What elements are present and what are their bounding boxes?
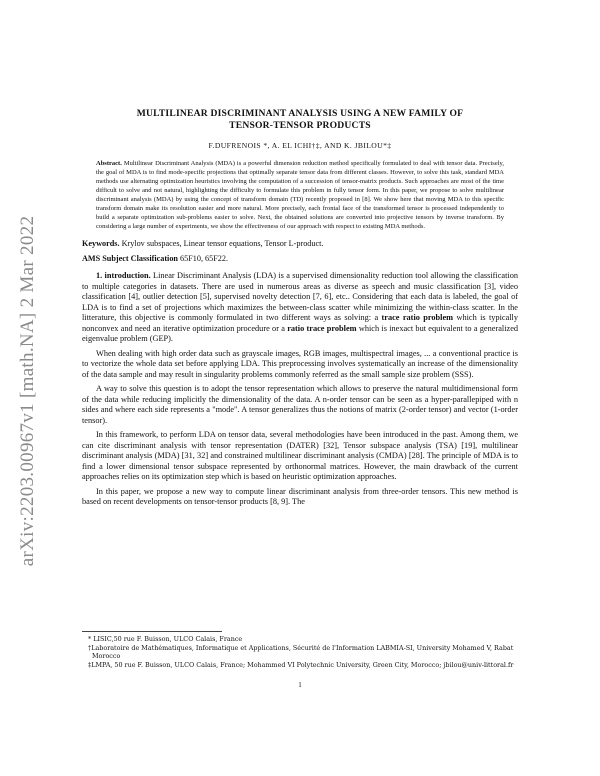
keywords — [82, 239, 518, 248]
footnote-1: * LISIC,50 rue F. Buisson, ULCO Calais, France — [88, 635, 243, 643]
intro-p1-text-c: which is typically nonconvex and need an iterative optimization procedure or a — [82, 313, 519, 333]
arxiv-id: arXiv:2203.00967v1 [math.NA] 2 Mar 2022 — [17, 215, 38, 567]
abstract-label: Abstract. — [96, 160, 122, 167]
intro-paragraph-3: A way to solve this question is to adopt the tensor representation which allows to preserve the natural multidimensional form of the data while reducing implicitly the dimensionality of the data. A n-order tensor can be seen as a hyper-parallepiped with n sides and where each side represents a "mode". A tensor generalizes thus the notions of matrix (2-order tensor) and vector (1-order tensor). — [82, 384, 518, 425]
footnote-rule — [82, 631, 222, 632]
intro-paragraph-4: In this framework, to perform LDA on tensor data, several methodologies have been introduced in the past. Among them, we can cite discriminant analysis with tensor representation (DATER) [32], Tensor subspace analysis (TSA) [19], multilinear discriminant analysis (MDA) [31, 32] and constrained multilinear discriminant analysis (CMDA) [28]. The principle of MDA is to find a lower dimensional tensor subspace represented by orthonormal matrices. However, the main drawback of the current approaches relies on its optimization step which is based on heuristic optimization approaches. — [82, 430, 518, 481]
page-number: 1 — [298, 681, 302, 689]
ams-classification — [82, 254, 518, 263]
footnote-2: †Laboratoire de Mathématiques, Informatique et Applications, Sécurité de l'Information LABMIA-SI, University Mohamed V, Rabat Morocco — [88, 643, 514, 661]
ams-text: 65F10, 65F22. — [180, 254, 229, 263]
title-line-1: MULTILINEAR DISCRIMINANT ANALYSIS USING A NEW FAMILY OF — [136, 108, 464, 119]
intro-p1-text-d: which is inexact but equivalent to a generalized eigenvalue problem (GEP). — [82, 323, 519, 343]
intro-heading: 1. introduction. — [96, 271, 151, 280]
introduction-section — [82, 271, 518, 508]
trace-ratio-term: trace ratio problem — [381, 313, 454, 322]
ratio-trace-term: ratio trace problem — [287, 323, 357, 333]
intro-p1-text-a: Linear Discriminant Analysis (LDA) is a supervised dimensionality reduction tool allowing the classification to multiple categories in datasets. There are used in numerous areas as diverse as speech and music classification [3], video classification [4], outlier detection [5], supervised novelty detection [7, 6], etc.. Considering that each data is labeled, the goal of LDA is to find a set of projections which maximizes the between-class scatter while minimizing the within-class scatter. In the litterature, this objective is commonly formulated in two different ways as solving: a — [82, 271, 518, 322]
footnote-3: ‡LMPA, 50 rue F. Buisson, ULCO Calais, France; Mohammed VI Polytechnic University, Green City, Morocco; jbilou@univ-littoral.fr — [88, 660, 514, 669]
abstract — [82, 159, 518, 231]
intro-paragraph-5: In this paper, we propose a new way to compute linear discriminant analysis from three-order tensors. This new method is based on recent developments on tensor-tensor products [8, 9]. The — [82, 486, 518, 506]
keywords-text: Krylov subspaces, Linear tensor equations, Tensor L-product. — [121, 239, 324, 248]
ams-label: AMS Subject Classification — [82, 254, 178, 263]
arxiv-stamp — [8, 215, 48, 567]
title-line-2: TENSOR-TENSOR PRODUCTS — [229, 120, 371, 131]
intro-paragraph-2: When dealing with high order data such as grayscale images, RGB images, multispectral images, ... a conventional practice is to vectorize the whole data set before applying LDA. This preprocessing involves systematically an increase of the dimensionality of the data sample and may result in singularity problems commonly referred as the small sample size problem (SSS). — [82, 348, 518, 379]
paper-body — [82, 108, 518, 512]
abstract-text: Multilinear Discriminant Analysis (MDA) is a powerful dimension reduction method specifically formulated to deal with tensor data. Precisely, the goal of MDA is to find mode-specific projections that optimally separate tensor data from different classes. However, to solve this task, standard MDA methods use alternating optimization heuristics involving the computation of a succession of tensor-matrix products. Such approaches are most of the time difficult to solve and not natural, highlighting the difficulty to formulate this problem in fully tensor form. In this paper, we propose to solve multilinear discriminant analysis (MDA) by using the concept of transform domain (TD) recently proposed in [8]. We show here that moving MDA to this specific transform domain make its resolution easier and more natural. More precisely, each frontal face of the transformed tensor is processed independently to build a separate optimization sub-problems easier to solve. Next, the obtained solutions are converted into projective tensors by inverse transform. By considering a large number of experiments, we show the effectiveness of our approach with respect to existing MDA methods. — [96, 160, 504, 230]
authors: F.DUFRENOIS *, A. EL ICHI†‡, AND K. JBILOU*‡ — [208, 141, 392, 150]
paper-title — [82, 108, 518, 132]
keywords-label: Keywords. — [82, 239, 120, 248]
footnotes — [82, 631, 518, 669]
intro-paragraph-1 — [82, 271, 518, 345]
